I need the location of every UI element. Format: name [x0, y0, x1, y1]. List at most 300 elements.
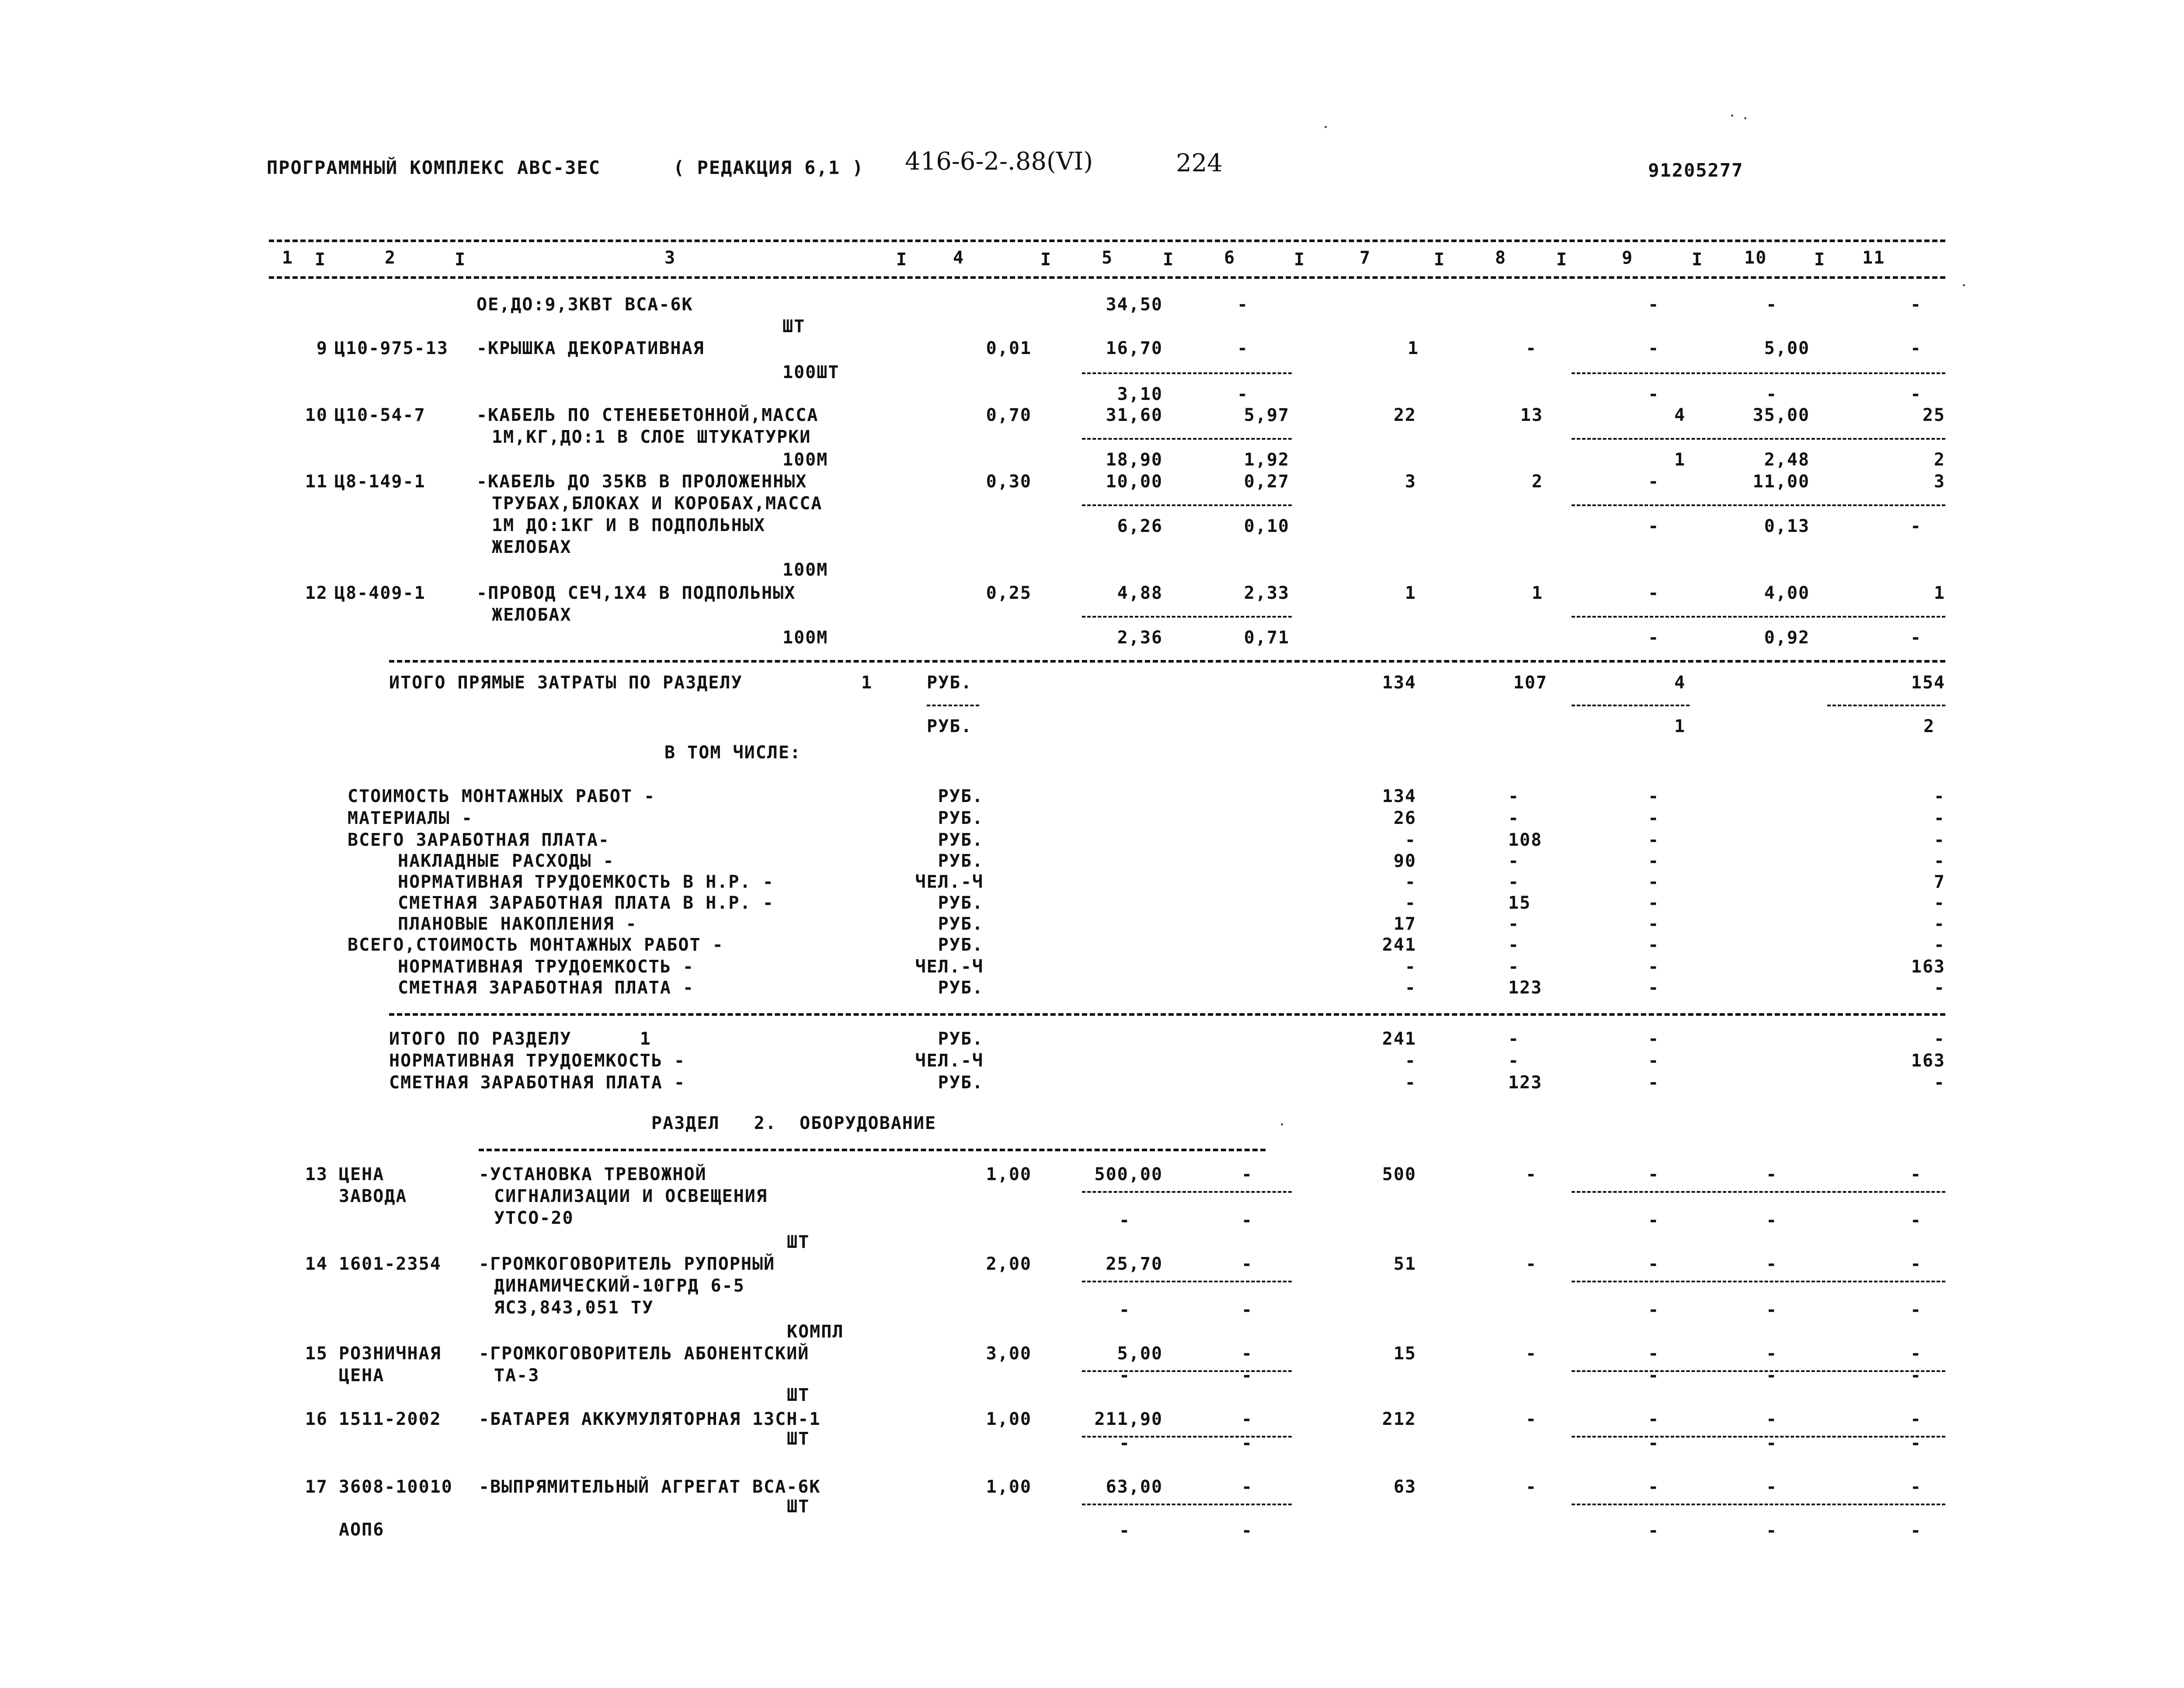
breakdown-label: ВСЕГО,СТОИМОСТЬ МОНТАЖНЫХ РАБОТ -: [348, 935, 724, 955]
cell-c8: -: [1508, 808, 1520, 828]
sub-c6: -: [1242, 1300, 1253, 1320]
cell-c11: -: [1934, 935, 1945, 955]
sub-c6: -: [1242, 1521, 1253, 1541]
cell-c11: -: [1910, 1477, 1922, 1497]
item-code: ЗАВОДА: [339, 1186, 407, 1206]
quantity: 0,01: [986, 338, 1032, 358]
cell-c6: 2,33: [1244, 583, 1290, 603]
handwritten-code: 416-6-2-.88(VI): [905, 147, 1093, 176]
unit: РУБ.: [938, 808, 984, 828]
item-name: -ГРОМКОГОВОРИТЕЛЬ РУПОРНЫЙ: [479, 1254, 776, 1274]
row-subtotal-rule: [1082, 1281, 1292, 1282]
sub-c6: -: [1242, 1365, 1253, 1386]
item-name-cont: ДИНАМИЧЕСКИЙ-10ГРД 6-5: [494, 1276, 745, 1296]
cell-c8: -: [1508, 1029, 1520, 1049]
cell-c7: 26: [1393, 808, 1416, 828]
unit: ЧЕЛ.-Ч: [915, 872, 984, 892]
sub-c9: -: [1648, 1210, 1660, 1230]
sub-c5: -: [1119, 1300, 1131, 1320]
section-2-rule: [479, 1149, 1266, 1151]
cell-c5: 211,90: [1094, 1409, 1163, 1429]
row-subtotal-rule: [1572, 1191, 1945, 1193]
sub-c5: -: [1119, 1210, 1131, 1230]
cell-c11: -: [1934, 914, 1945, 934]
breakdown-label: МАТЕРИАЛЫ -: [348, 808, 473, 828]
item-code: 1511-2002: [339, 1409, 442, 1429]
cell-c7: 90: [1393, 851, 1416, 871]
cell-c10: -: [1766, 295, 1778, 315]
cell-c9: -: [1648, 583, 1660, 603]
unit: ЧЕЛ.-Ч: [915, 1051, 984, 1071]
cell-c11: 163: [1911, 957, 1945, 977]
cell-c11: -: [1910, 295, 1922, 315]
sub-c9: -: [1648, 1365, 1660, 1386]
section-total-label: НОРМАТИВНАЯ ТРУДОЕМКОСТЬ -: [389, 1051, 686, 1071]
cell-c9: -: [1648, 295, 1660, 315]
cell-c7: -: [1405, 978, 1416, 998]
breakdown-label: НАКЛАДНЫЕ РАСХОДЫ -: [398, 851, 615, 871]
section-subtotal-rule: [389, 660, 1945, 663]
unit: РУБ.: [938, 851, 984, 871]
quantity: 0,70: [986, 405, 1032, 425]
cell-c10: -: [1766, 1409, 1778, 1429]
cell-c6: -: [1242, 1477, 1253, 1497]
breakdown-label: СМЕТНАЯ ЗАРАБОТНАЯ ПЛАТА В Н.Р. -: [398, 893, 774, 913]
cell-c6: 5,97: [1244, 405, 1290, 425]
col-header-3: 3: [664, 248, 676, 268]
scan-speck: [1744, 117, 1746, 119]
quantity: 1,00: [986, 1477, 1032, 1497]
scan-speck: [1731, 115, 1733, 117]
scan-speck: [1963, 284, 1965, 286]
cell-c11: 2: [1923, 716, 1935, 736]
cell-c8: 1: [1531, 583, 1543, 603]
footer-code: АОП6: [339, 1520, 385, 1540]
cell-c7: 63: [1393, 1477, 1416, 1497]
cell-c9: -: [1648, 935, 1660, 955]
sub-c6: 1,92: [1244, 450, 1290, 470]
sub-c5: 18,90: [1106, 450, 1163, 470]
table-header-rule: [269, 276, 1945, 279]
subtotal-rule: [1572, 705, 1690, 706]
sub-c6: -: [1242, 1433, 1253, 1453]
cell-c11: 7: [1934, 872, 1945, 892]
cell-c9: -: [1648, 338, 1660, 358]
col-header-9: 9: [1622, 248, 1634, 268]
unit: РУБ.: [938, 830, 984, 850]
subtotal-rule: [1827, 705, 1945, 706]
item-name: -КАБЕЛЬ ДО 35КВ В ПРОЛОЖЕННЫХ: [476, 472, 807, 492]
sub-c5: 2,36: [1117, 628, 1163, 648]
item-name: -ВЫПРЯМИТЕЛЬНЫЙ АГРЕГАТ ВСА-6К: [479, 1477, 821, 1497]
row-number: 12: [305, 583, 328, 603]
quantity: 0,30: [986, 472, 1032, 492]
cell-c7: 500: [1382, 1164, 1416, 1184]
cell-c9: -: [1648, 1164, 1660, 1184]
cell-c5: 10,00: [1106, 472, 1163, 492]
row-subtotal-rule: [1082, 504, 1292, 506]
cell-c11: 3: [1934, 472, 1945, 492]
cell-c8: 108: [1508, 830, 1543, 850]
item-code: Ц8-149-1: [334, 472, 426, 492]
cell-c6: -: [1237, 295, 1249, 315]
sub-c10: -: [1766, 384, 1778, 404]
cell-c6: -: [1242, 1254, 1253, 1274]
cell-c9: -: [1648, 893, 1660, 913]
row-number: 15: [305, 1344, 328, 1364]
cell-c10: -: [1766, 1344, 1778, 1364]
cell-c10: -: [1766, 1164, 1778, 1184]
unit: ШТ: [787, 1385, 810, 1405]
cell-c10: 11,00: [1753, 472, 1810, 492]
row-subtotal-rule: [1082, 1370, 1292, 1372]
sub-c11: -: [1910, 384, 1922, 404]
cell-c8: -: [1508, 914, 1520, 934]
breakdown-label: СТОИМОСТЬ МОНТАЖНЫХ РАБОТ -: [348, 786, 656, 806]
cell-c8: 123: [1508, 978, 1543, 998]
sub-c10: 0,92: [1764, 628, 1810, 648]
cell-c7: 134: [1382, 786, 1416, 806]
col-header-10: 10: [1744, 248, 1767, 268]
cell-c8: -: [1508, 935, 1520, 955]
cell-c9: 4: [1674, 405, 1686, 425]
row-subtotal-rule: [1572, 616, 1945, 618]
col-header-4: 4: [953, 248, 965, 268]
cell-c6: 0,27: [1244, 472, 1290, 492]
cell-c7: -: [1405, 893, 1416, 913]
cell-c10: 35,00: [1753, 405, 1810, 425]
item-name: -КАБЕЛЬ ПО СТЕНЕБЕТОННОЙ,МАССА: [476, 405, 819, 425]
cell-c11: -: [1934, 808, 1945, 828]
sub-c10: 0,13: [1764, 516, 1810, 536]
cell-c7: 1: [1408, 338, 1419, 358]
col-separator: I: [1556, 250, 1568, 270]
sub-c10: -: [1766, 1521, 1778, 1541]
unit: РУБ.: [938, 1029, 984, 1049]
cell-c8: 123: [1508, 1073, 1543, 1093]
item-code: Ц10-54-7: [334, 405, 426, 425]
col-separator: I: [1040, 250, 1052, 270]
cell-c8: -: [1508, 851, 1520, 871]
edition-label: ( РЕДАКЦИЯ 6,1 ): [673, 157, 864, 178]
unit: ЧЕЛ.-Ч: [915, 957, 984, 977]
cell-c5: 34,50: [1106, 295, 1163, 315]
document-number: 91205277: [1648, 160, 1744, 181]
col-separator: I: [1692, 250, 1704, 270]
sub-c11: -: [1910, 1210, 1922, 1230]
cell-c9: -: [1648, 1254, 1660, 1274]
cell-c9: -: [1648, 957, 1660, 977]
row-subtotal-rule: [1572, 1281, 1945, 1282]
cell-c8: -: [1526, 1477, 1537, 1497]
unit: РУБ.: [927, 716, 973, 736]
sub-c9: -: [1648, 628, 1660, 648]
cell-c9: -: [1648, 1051, 1660, 1071]
cell-c8: -: [1526, 1409, 1537, 1429]
item-code: Ц8-409-1: [334, 583, 426, 603]
col-separator: I: [455, 250, 466, 270]
cell-c11: -: [1934, 978, 1945, 998]
row-number: 16: [305, 1409, 328, 1429]
cell-c8: -: [1508, 872, 1520, 892]
row-number: 11: [305, 472, 328, 492]
quantity: 1,00: [986, 1164, 1032, 1184]
cell-c10: 5,00: [1764, 338, 1810, 358]
cell-c9: -: [1648, 978, 1660, 998]
sub-c5: -: [1119, 1521, 1131, 1541]
cell-c9: -: [1648, 851, 1660, 871]
cell-c7: 15: [1393, 1344, 1416, 1364]
sub-c10: -: [1766, 1365, 1778, 1386]
cell-c9: -: [1648, 786, 1660, 806]
item-name-cont: 1М ДО:1КГ И В ПОДПОЛЬНЫХ: [492, 515, 765, 535]
cell-c9: 1: [1674, 716, 1686, 736]
item-name: -ПРОВОД СЕЧ,1Х4 В ПОДПОЛЬНЫХ: [476, 583, 796, 603]
sub-c11: -: [1910, 1521, 1922, 1541]
col-header-6: 6: [1224, 248, 1236, 268]
cell-c9: -: [1648, 872, 1660, 892]
cell-c9: -: [1648, 1409, 1660, 1429]
cell-c7: -: [1405, 957, 1416, 977]
cell-c7: 22: [1393, 405, 1416, 425]
cell-c11: 25: [1922, 405, 1945, 425]
cell-c7: 134: [1382, 673, 1416, 693]
cell-c8: -: [1526, 1344, 1537, 1364]
sub-c10: -: [1766, 1433, 1778, 1453]
sub-c5: -: [1119, 1365, 1131, 1386]
breakdown-label: ВСЕГО ЗАРАБОТНАЯ ПЛАТА-: [348, 830, 610, 850]
unit: РУБ.: [927, 673, 973, 693]
cell-c8: 2: [1531, 472, 1543, 492]
scan-speck: [1325, 126, 1327, 128]
scan-speck: [1281, 1123, 1283, 1125]
col-separator: I: [1814, 250, 1826, 270]
sub-c11: -: [1910, 628, 1922, 648]
row-subtotal-rule: [1572, 1504, 1945, 1505]
item-code: 3608-10010: [339, 1477, 453, 1497]
section-total-label: СМЕТНАЯ ЗАРАБОТНАЯ ПЛАТА -: [389, 1073, 686, 1093]
cell-c11: -: [1934, 830, 1945, 850]
subtotal-section: 1: [861, 673, 873, 693]
cell-c10: -: [1766, 1254, 1778, 1274]
item-name-cont: 1М,КГ,ДО:1 В СЛОЕ ШТУКАТУРКИ: [492, 427, 811, 447]
section-total-rule: [389, 1013, 1945, 1016]
including-heading: В ТОМ ЧИСЛЕ:: [664, 743, 801, 763]
cell-c8: -: [1508, 957, 1520, 977]
unit: РУБ.: [938, 1073, 984, 1093]
item-name: -КРЫШКА ДЕКОРАТИВНАЯ: [476, 338, 705, 358]
cell-c11: -: [1934, 1029, 1945, 1049]
unit: 100М: [782, 450, 828, 470]
unit: 100М: [782, 628, 828, 648]
unit: ШТ: [787, 1429, 810, 1449]
cell-c5: 25,70: [1106, 1254, 1163, 1274]
item-name-cont: ЖЕЛОБАХ: [492, 605, 572, 625]
row-number: 10: [305, 405, 328, 425]
item-name: -ГРОМКОГОВОРИТЕЛЬ АБОНЕНТСКИЙ: [479, 1344, 810, 1364]
sub-c10: -: [1766, 1210, 1778, 1230]
cell-c6: -: [1237, 338, 1249, 358]
sub-c11: -: [1910, 1365, 1922, 1386]
cell-c8: -: [1526, 1254, 1537, 1274]
sub-c9: -: [1648, 1433, 1660, 1453]
cell-c7: 51: [1393, 1254, 1416, 1274]
cell-c7: 17: [1393, 914, 1416, 934]
program-name: ПРОГРАММНЫЙ КОМПЛЕКС АВС-ЗЕС: [267, 157, 601, 178]
unit: ШТ: [787, 1232, 810, 1252]
cell-c7: -: [1405, 830, 1416, 850]
cell-c8: 107: [1513, 673, 1548, 693]
cell-c8: -: [1526, 1164, 1537, 1184]
unit: РУБ.: [938, 786, 984, 806]
sub-c11: -: [1910, 1300, 1922, 1320]
cell-c9: -: [1648, 1073, 1660, 1093]
cell-c5: 5,00: [1117, 1344, 1163, 1364]
cell-c7: -: [1405, 872, 1416, 892]
sub-c11: 2: [1934, 450, 1945, 470]
unit: 100ШТ: [782, 362, 840, 382]
item-name-cont: ТРУБАХ,БЛОКАХ И КОРОБАХ,МАССА: [492, 493, 823, 514]
table-top-rule: [269, 240, 1945, 242]
cell-c11: -: [1910, 1254, 1922, 1274]
cell-c5: 31,60: [1106, 405, 1163, 425]
cell-c9: -: [1648, 1344, 1660, 1364]
cell-c7: -: [1405, 1073, 1416, 1093]
cell-c5: 4,88: [1117, 583, 1163, 603]
unit: ШТ: [787, 1497, 810, 1517]
cell-c6: -: [1242, 1344, 1253, 1364]
cell-c10: 4,00: [1764, 583, 1810, 603]
row-subtotal-rule: [1082, 372, 1292, 374]
cell-c11: -: [1910, 338, 1922, 358]
col-header-11: 11: [1862, 248, 1885, 268]
cell-c11: -: [1910, 1164, 1922, 1184]
cell-c9: -: [1648, 1029, 1660, 1049]
cell-c6: -: [1242, 1164, 1253, 1184]
item-name: -БАТАРЕЯ АККУМУЛЯТОРНАЯ 13СН-1: [479, 1409, 821, 1429]
subtotal-label: ИТОГО ПРЯМЫЕ ЗАТРАТЫ ПО РАЗДЕЛУ: [389, 673, 743, 693]
row-subtotal-rule: [1572, 372, 1945, 374]
row-number: 13: [305, 1164, 328, 1184]
cell-c9: -: [1648, 472, 1660, 492]
item-code: Ц10-975-13: [334, 338, 449, 358]
unit: ШТ: [782, 316, 806, 337]
cell-c7: 212: [1382, 1409, 1416, 1429]
cell-c9: -: [1648, 914, 1660, 934]
cell-c7: 241: [1382, 935, 1416, 955]
unit: РУБ.: [938, 935, 984, 955]
cell-c5: 16,70: [1106, 338, 1163, 358]
item-name: ОЕ,ДО:9,ЗКВТ ВСА-6К: [476, 295, 693, 315]
sub-c5: -: [1119, 1433, 1131, 1453]
row-subtotal-rule: [1572, 438, 1945, 440]
cell-c8: 13: [1520, 405, 1543, 425]
unit: РУБ.: [938, 914, 984, 934]
cell-c9: -: [1648, 1477, 1660, 1497]
item-code: 1601-2354: [339, 1254, 442, 1274]
item-name-cont: ЯС3,843,051 ТУ: [494, 1298, 654, 1318]
sub-c9: -: [1648, 1300, 1660, 1320]
unit: 100М: [782, 560, 828, 580]
breakdown-label: СМЕТНАЯ ЗАРАБОТНАЯ ПЛАТА -: [398, 978, 695, 998]
cell-c7: -: [1405, 1051, 1416, 1071]
quantity: 2,00: [986, 1254, 1032, 1274]
cell-c9: 4: [1674, 673, 1686, 693]
row-number: 14: [305, 1254, 328, 1274]
cell-c11: -: [1934, 893, 1945, 913]
sub-c5: 6,26: [1117, 516, 1163, 536]
sub-c6: 0,71: [1244, 628, 1290, 648]
row-subtotal-rule: [1082, 438, 1292, 440]
cell-c11: 163: [1911, 1051, 1945, 1071]
quantity: 0,25: [986, 583, 1032, 603]
sub-c11: -: [1910, 516, 1922, 536]
item-code: ЦЕНА: [339, 1164, 385, 1184]
breakdown-label: НОРМАТИВНАЯ ТРУДОЕМКОСТЬ -: [398, 957, 695, 977]
cell-c11: -: [1910, 1344, 1922, 1364]
row-subtotal-rule: [1082, 1191, 1292, 1193]
col-header-2: 2: [385, 248, 396, 268]
handwritten-page-number: 224: [1176, 149, 1223, 177]
item-name-cont: ЖЕЛОБАХ: [492, 537, 572, 557]
row-subtotal-rule: [1082, 1504, 1292, 1505]
row-subtotal-rule: [1082, 616, 1292, 618]
item-name: -УСТАНОВКА ТРЕВОЖНОЙ: [479, 1164, 707, 1184]
row-subtotal-rule: [1572, 504, 1945, 506]
col-header-7: 7: [1360, 248, 1371, 268]
breakdown-label: НОРМАТИВНАЯ ТРУДОЕМКОСТЬ В Н.Р. -: [398, 872, 774, 892]
item-code: РОЗНИЧНАЯ: [339, 1344, 442, 1364]
sub-c9: -: [1648, 516, 1660, 536]
col-header-1: 1: [282, 248, 294, 268]
quantity: 1,00: [986, 1409, 1032, 1429]
cell-c11: 1: [1934, 583, 1945, 603]
sub-c6: -: [1242, 1210, 1253, 1230]
item-code: ЦЕНА: [339, 1365, 385, 1386]
col-header-5: 5: [1102, 248, 1113, 268]
cell-c11: -: [1934, 786, 1945, 806]
item-name-cont: УТСО-20: [494, 1208, 574, 1228]
cell-c9: -: [1648, 808, 1660, 828]
row-subtotal-rule: [1572, 1370, 1945, 1372]
col-separator: I: [1163, 250, 1175, 270]
cell-c5: 500,00: [1094, 1164, 1163, 1184]
col-separator: I: [1294, 250, 1306, 270]
cell-c7: 3: [1405, 472, 1416, 492]
col-header-8: 8: [1495, 248, 1507, 268]
cell-c7: 1: [1405, 583, 1416, 603]
cell-c9: -: [1648, 830, 1660, 850]
cell-c6: -: [1242, 1409, 1253, 1429]
row-number: 9: [316, 338, 328, 358]
quantity: 3,00: [986, 1344, 1032, 1364]
cell-c8: -: [1508, 1051, 1520, 1071]
sub-c5: 3,10: [1117, 384, 1163, 404]
breakdown-label: ПЛАНОВЫЕ НАКОПЛЕНИЯ -: [398, 914, 637, 934]
unit: РУБ.: [938, 978, 984, 998]
sub-c11: -: [1910, 1433, 1922, 1453]
col-separator: I: [896, 250, 908, 270]
unit: РУБ.: [938, 893, 984, 913]
cell-c11: -: [1910, 1409, 1922, 1429]
cell-c11: 154: [1911, 673, 1945, 693]
cell-c5: 63,00: [1106, 1477, 1163, 1497]
item-name-cont: СИГНАЛИЗАЦИИ И ОСВЕЩЕНИЯ: [494, 1186, 768, 1206]
unit-rule: [927, 705, 979, 706]
sub-c9: -: [1648, 384, 1660, 404]
row-number: 17: [305, 1477, 328, 1497]
row-subtotal-rule: [1572, 1436, 1945, 1438]
